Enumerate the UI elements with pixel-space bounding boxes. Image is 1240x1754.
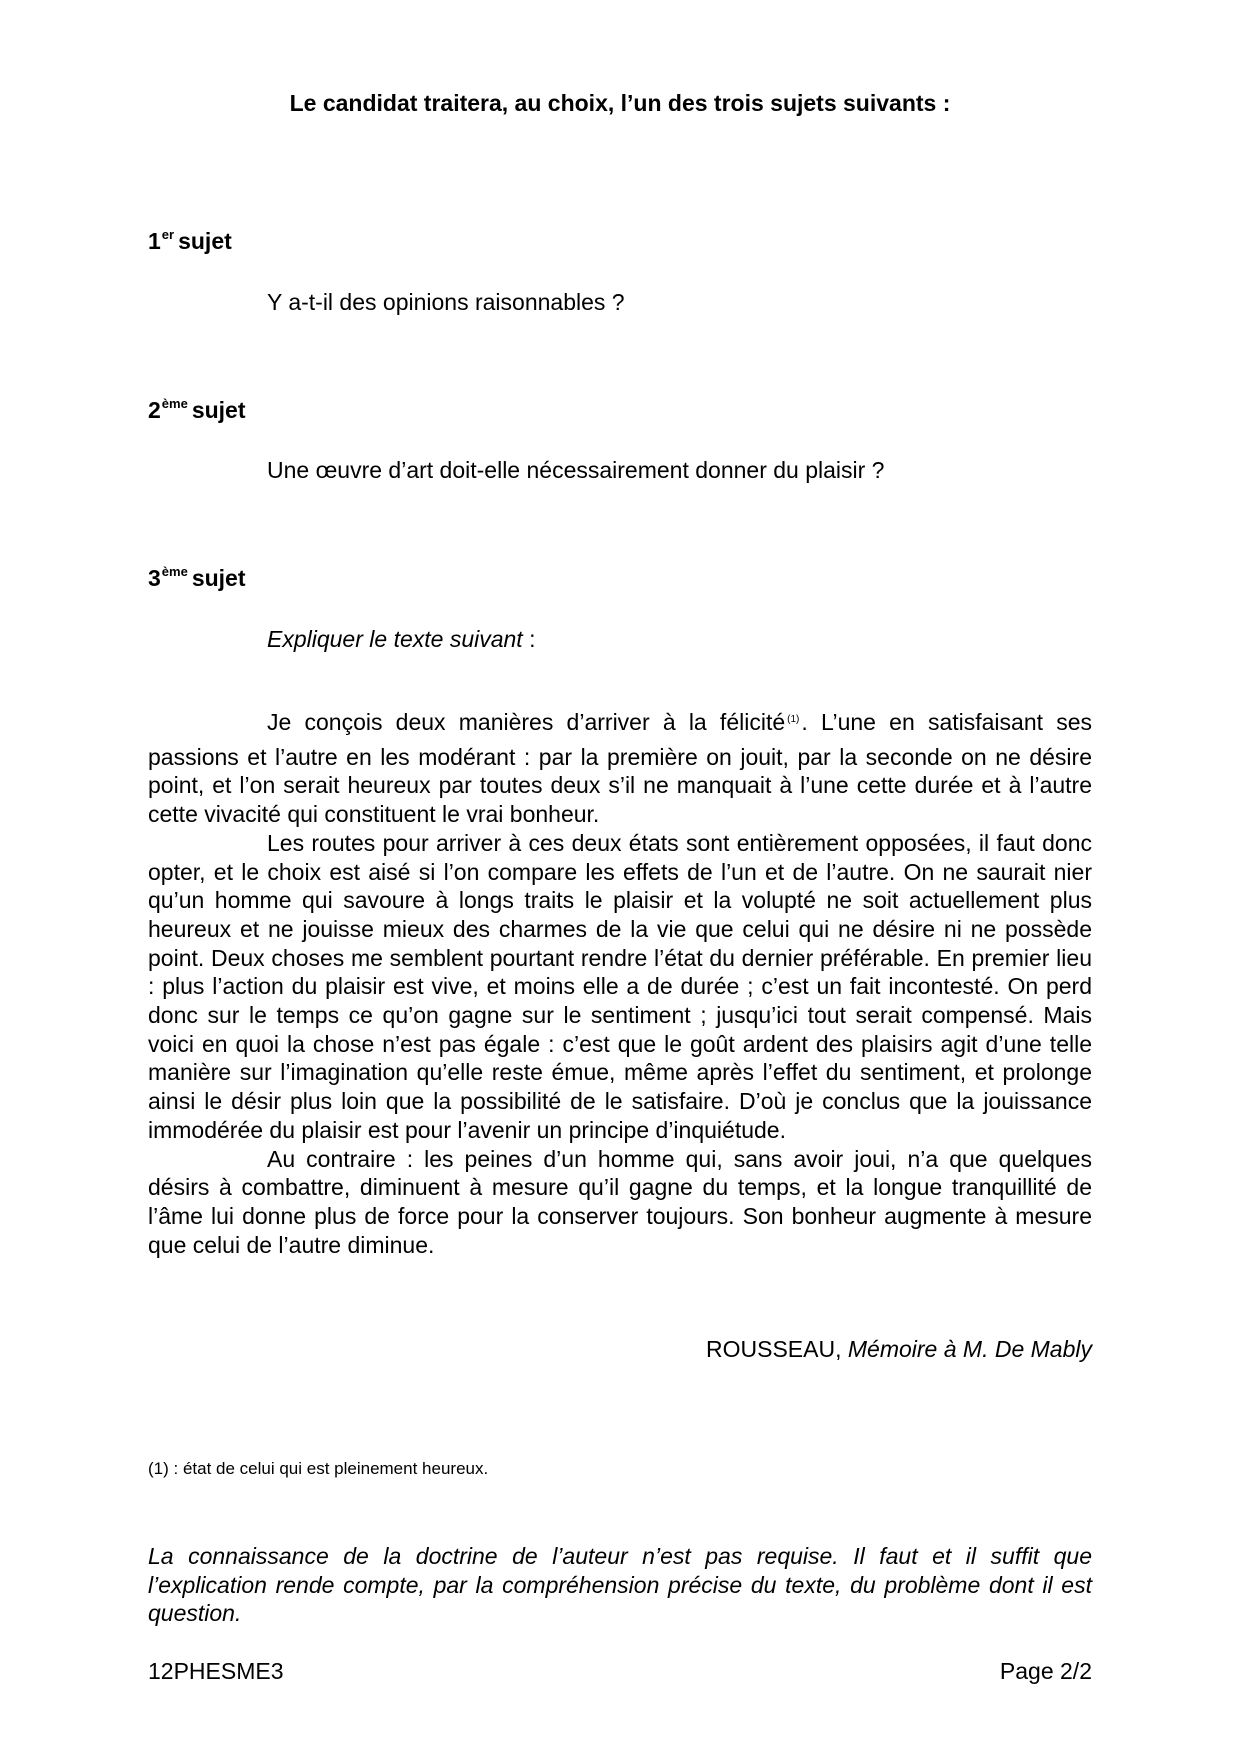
instruction-text: Expliquer le texte suivant xyxy=(267,626,523,652)
instruction-colon: : xyxy=(522,626,536,652)
subject-1-question: Y a-t-il des opinions raisonnables ? xyxy=(267,289,625,315)
passage-paragraph-3: Au contraire : les peines d’un homme qui, sans avoir joui, n’a que quelques désirs à combattre, diminuent à mesure qu’il gagne du temps, et la longue tranquillité de l’âme lui donne plus de force pour la conserver toujours. Son bonheur augmente à mesure que celui de l’autre diminue. xyxy=(148,1145,1092,1258)
subject-3-ordinal: ème xyxy=(161,564,188,579)
subject-1-label: sujet xyxy=(178,228,232,254)
attribution-work: Mémoire à M. De Mably xyxy=(847,1336,1092,1362)
passage-p1-start: Je conçois deux manières d’arriver à la félicité xyxy=(267,709,786,735)
footer-page-number: Page 2/2 xyxy=(999,1658,1092,1684)
subject-1-number: 1 xyxy=(148,228,161,254)
subject-2-question: Une œuvre d’art doit-elle nécessairement donner du plaisir ? xyxy=(267,457,885,483)
subject-2-label: sujet xyxy=(191,397,246,423)
footnote: (1) : état de celui qui est pleinement heureux. xyxy=(148,1459,489,1478)
attribution xyxy=(706,1334,1092,1364)
subject-2-ordinal: ème xyxy=(161,396,188,411)
footer-exam-code: 12PHESME3 xyxy=(148,1658,284,1684)
passage-p1-end: . L’une en satisfaisant ses passions et l’autre en les modérant : par la première on jouit, par la seconde on ne désire point, et l’on serait heureux par toutes deux s’il ne manquait à l’une cette durée et à l’autre cette vivacité qui constituent le vrai bonheur. xyxy=(148,709,1092,828)
subject-2-title xyxy=(148,395,246,429)
passage-paragraph-2: Les routes pour arriver à ces deux états sont entièrement opposées, il faut donc opter, et le choix est aisé si l’on compare les effets de l’un et de l’autre. On ne saurait nier qu’un homme qui savoure à longs traits le plaisir et la volupté ne soit actuellement plus heureux et ne jouisse mieux des charmes de la vie que celui qui ne désire ni ne possède point. Deux choses me semblent pourtant rendre l’état du dernier préférable. En premier lieu : plus l’action du plaisir est vive, et moins elle a de durée ; c’est un fait incontesté. On perd donc sur le temps ce qu’on gagne sur le sentiment ; jusqu’ici tout serait compensé. Mais voici en quoi la chose n’est pas égale : c’est que le goût ardent des plaisirs agit d’une telle manière sur l’imagination qu’elle reste émue, même après l’effet du sentiment, et prolonge ainsi le désir plus loin que la possibilité de le satisfaire. D’où je conclus que la jouissance immodérée du plaisir est pour l’avenir un principe d’inquiétude. xyxy=(148,829,1092,1143)
subject-3-title xyxy=(148,563,246,597)
exam-header: Le candidat traitera, au choix, l’un des trois sujets suivants : xyxy=(289,90,951,116)
subject-3-label: sujet xyxy=(191,565,246,591)
exam-note: La connaissance de la doctrine de l’auteur n’est pas requise. Il faut et il suffit que l’explication rende compte, par la compréhension précise du texte, du problème dont il est question. xyxy=(148,1543,1092,1627)
subject-1-ordinal: er xyxy=(161,227,175,242)
subject-3-number: 3 xyxy=(148,565,161,591)
subject-3-instruction xyxy=(267,624,535,654)
attribution-author: ROUSSEAU, xyxy=(706,1336,842,1362)
subject-2-number: 2 xyxy=(148,397,161,423)
passage xyxy=(148,708,1092,1259)
footnote-reference: (1) xyxy=(787,714,800,725)
subject-1-title xyxy=(148,226,232,260)
passage-paragraph-1 xyxy=(148,708,1092,829)
